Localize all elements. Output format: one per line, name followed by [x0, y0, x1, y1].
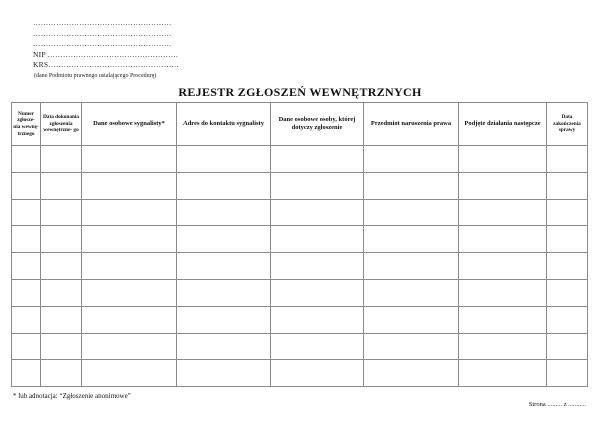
- register-table: [11, 102, 588, 387]
- table-cell[interactable]: [547, 199, 588, 226]
- table-cell[interactable]: [459, 199, 547, 226]
- table-cell[interactable]: [41, 333, 82, 360]
- table-cell[interactable]: [82, 199, 177, 226]
- table-cell[interactable]: [41, 360, 82, 387]
- table-cell[interactable]: [364, 333, 459, 360]
- table-cell[interactable]: [271, 253, 364, 280]
- table-row: [12, 146, 588, 173]
- table-cell[interactable]: [459, 253, 547, 280]
- table-cell[interactable]: [459, 226, 547, 253]
- table-cell[interactable]: [82, 253, 177, 280]
- column-header-closing-date: Data zakończenia sprawy: [547, 103, 588, 146]
- table-header-row: [12, 103, 588, 146]
- column-header-contact-address: Adres do kontaktu sygnalisty: [177, 103, 271, 146]
- table-cell[interactable]: [41, 279, 82, 306]
- table-cell[interactable]: [364, 279, 459, 306]
- page-counter: Strona ......... z ...........: [528, 401, 586, 408]
- table-cell[interactable]: [41, 253, 82, 280]
- table-cell[interactable]: [271, 279, 364, 306]
- table-cell[interactable]: [41, 199, 82, 226]
- table-cell[interactable]: [364, 226, 459, 253]
- entity-note: (dane Podmiotu prawnego ustalającego Procedurę): [34, 72, 157, 79]
- table-cell[interactable]: [177, 172, 271, 199]
- table-cell[interactable]: [12, 279, 41, 306]
- table-cell[interactable]: [271, 146, 364, 173]
- table-cell[interactable]: [364, 172, 459, 199]
- table-cell[interactable]: [177, 146, 271, 173]
- column-header-number: Numer zgłosze- nia wewnę- trznego: [12, 103, 41, 146]
- table-row: [12, 306, 588, 333]
- table-cell[interactable]: [364, 360, 459, 387]
- table-cell[interactable]: [12, 172, 41, 199]
- table-cell[interactable]: [364, 306, 459, 333]
- table-cell[interactable]: [547, 172, 588, 199]
- table-cell[interactable]: [12, 226, 41, 253]
- table-cell[interactable]: [271, 172, 364, 199]
- table-row: [12, 279, 588, 306]
- table-row: [12, 172, 588, 199]
- table-cell[interactable]: [177, 199, 271, 226]
- table-cell[interactable]: [271, 333, 364, 360]
- table-cell[interactable]: [82, 333, 177, 360]
- table-cell[interactable]: [12, 306, 41, 333]
- table-cell[interactable]: [459, 333, 547, 360]
- table-cell[interactable]: [547, 360, 588, 387]
- table-cell[interactable]: [271, 226, 364, 253]
- table-cell[interactable]: [177, 306, 271, 333]
- entity-info-block: [33, 18, 203, 80]
- table-cell[interactable]: [82, 226, 177, 253]
- table-cell[interactable]: [41, 172, 82, 199]
- table-cell[interactable]: [364, 253, 459, 280]
- table-cell[interactable]: [547, 306, 588, 333]
- table-cell[interactable]: [459, 360, 547, 387]
- table-row: [12, 199, 588, 226]
- table-cell[interactable]: [547, 253, 588, 280]
- table-cell[interactable]: [41, 306, 82, 333]
- table-cell[interactable]: [12, 333, 41, 360]
- table-cell[interactable]: [177, 253, 271, 280]
- entity-line-3: ………………………………………………: [33, 39, 172, 48]
- table-cell[interactable]: [82, 172, 177, 199]
- column-header-follow-up-actions: Podjęte działania następcze: [459, 103, 547, 146]
- table-cell[interactable]: [12, 199, 41, 226]
- table-cell[interactable]: [82, 146, 177, 173]
- table-cell[interactable]: [82, 360, 177, 387]
- entity-line-1: ………………………………………………: [33, 18, 172, 27]
- table-cell[interactable]: [12, 253, 41, 280]
- document-title: REJESTR ZGŁOSZEŃ WEWNĘTRZNYCH: [178, 85, 422, 99]
- column-header-report-date: Data dokonania zgłoszenia wewnętrzne- go: [41, 103, 82, 146]
- table-cell[interactable]: [547, 146, 588, 173]
- table-row: [12, 253, 588, 280]
- table-cell[interactable]: [459, 172, 547, 199]
- table-cell[interactable]: [271, 306, 364, 333]
- table-cell[interactable]: [177, 279, 271, 306]
- table-cell[interactable]: [547, 333, 588, 360]
- table-cell[interactable]: [459, 279, 547, 306]
- table-cell[interactable]: [459, 306, 547, 333]
- nip-line: NIP ……………………………………………: [33, 49, 179, 59]
- table-cell[interactable]: [547, 226, 588, 253]
- table-cell[interactable]: [364, 199, 459, 226]
- entity-line-2: ………………………………………………: [33, 28, 172, 38]
- table-cell[interactable]: [12, 146, 41, 173]
- table-cell[interactable]: [177, 226, 271, 253]
- table-cell[interactable]: [12, 360, 41, 387]
- table-cell[interactable]: [177, 360, 271, 387]
- table-cell[interactable]: [177, 333, 271, 360]
- table-row: [12, 333, 588, 360]
- krs-line: KRS……………………………………………: [33, 60, 180, 69]
- column-header-violation-subject: Przedmiot naruszenia prawa: [364, 103, 459, 146]
- table-body: [12, 146, 588, 387]
- table-cell[interactable]: [82, 279, 177, 306]
- table-cell[interactable]: [41, 146, 82, 173]
- table-cell[interactable]: [271, 199, 364, 226]
- table-cell[interactable]: [41, 226, 82, 253]
- table-cell[interactable]: [364, 146, 459, 173]
- table-row: [12, 226, 588, 253]
- table-row: [12, 360, 588, 387]
- table-cell[interactable]: [459, 146, 547, 173]
- table-cell[interactable]: [271, 360, 364, 387]
- table-cell[interactable]: [547, 279, 588, 306]
- table-cell[interactable]: [82, 306, 177, 333]
- column-header-concerned-person: Dane osobowe osoby, której dotyczy zgłoszenie: [271, 103, 364, 146]
- column-header-whistleblower-data: Dane osobowe sygnalisty*: [82, 103, 177, 146]
- footnote: * lub adnotacja: “Zgłoszenie anonimowe”: [13, 392, 131, 400]
